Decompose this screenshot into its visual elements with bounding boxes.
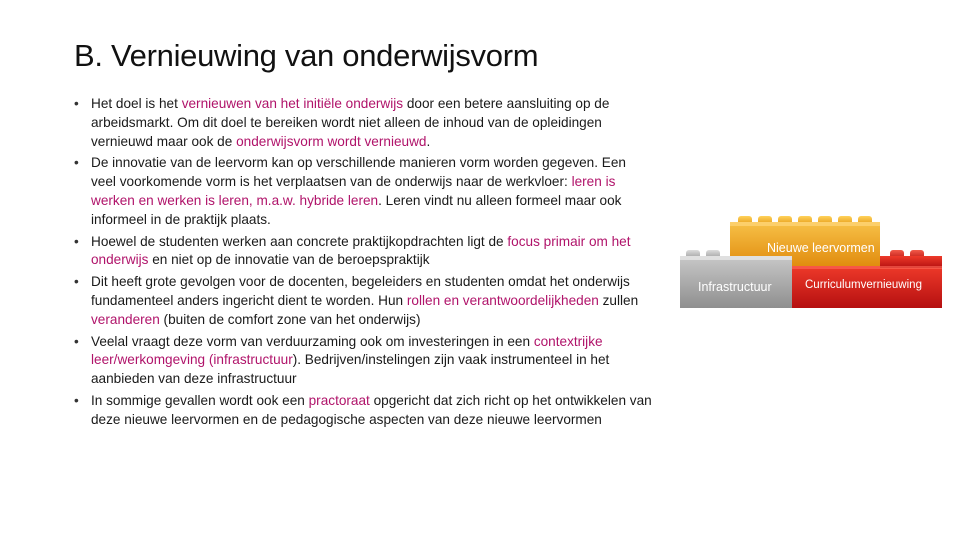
bullet-item [74, 95, 654, 151]
highlighted-text: veranderen [91, 311, 160, 327]
lego-diagram [672, 200, 948, 320]
curriculumvernieuwing-label: Curriculumvernieuwing [805, 279, 922, 291]
lego-bricks-graphic [672, 200, 948, 320]
bullet-text: Het doel is het [91, 96, 182, 111]
gray-brick [680, 250, 792, 308]
highlighted-text: contextrijke leer/werkomgeving (infrastructuur [91, 333, 603, 368]
bullet-item [74, 392, 654, 430]
bullet-text: In sommige gevallen wordt ook een [91, 392, 309, 408]
bullet-marker: • [74, 96, 79, 111]
infrastructuur-label: Infrastructuur [698, 280, 772, 294]
bullet-item [74, 154, 654, 229]
nieuwe-leervormen-label: Nieuwe leervormen [767, 241, 875, 255]
highlighted-text: focus primair om het onderwijs [91, 233, 631, 268]
highlighted-text: rollen en verantwoordelijkheden [406, 292, 599, 308]
highlighted-text: leren is werken en werken is leren, m.a.w. hybride leren [91, 174, 616, 208]
bullet-text: . [426, 133, 431, 149]
bullet-marker: • [74, 274, 79, 290]
bullet-marker: • [74, 392, 79, 408]
bullet-text: (buiten de comfort zone van het onderwijs) [159, 311, 421, 327]
bullet-item [74, 233, 654, 271]
slide-title: B. Vernieuwing van onderwijsvorm [74, 38, 539, 73]
bullet-text: Veelal vraagt deze vorm van verduurzaming ook om investeringen in een [91, 333, 534, 349]
highlighted-text: onderwijsvorm wordt vernieuwd [236, 133, 427, 149]
bullet-text: Hoewel de studenten werken aan concrete praktijkopdrachten ligt de [91, 233, 508, 249]
bullet-marker: • [74, 155, 79, 171]
bullet-text: Dit heeft grote gevolgen voor de docenten, begeleiders en studenten omdat het onderwijs fundamenteel anders ingericht dient te worden. Hun [91, 274, 630, 308]
bullet-text: en niet op de innovatie van de beroepspraktijk [148, 252, 430, 268]
highlighted-text: practoraat [308, 392, 370, 408]
bullet-text: ). Bedrijven/instelingen zijn vaak instrumenteel in het aanbieden van deze infrastructuur [91, 352, 610, 387]
bullet-text: . Leren vindt nu alleen formeel maar ook informeel in de praktijk plaats. [91, 192, 622, 227]
bullet-text: opgericht dat zich richt op het ontwikkelen van deze nieuwe leervormen en de pedagogische aspecten van deze nieuwe leervormen [91, 392, 652, 427]
highlighted-text: vernieuwen van het initiële onderwijs [181, 96, 404, 111]
bullet-list [74, 95, 654, 433]
bullet-text: zullen [598, 292, 639, 308]
bullet-item [74, 333, 654, 389]
bullet-text: De innovatie van de leervorm kan op verschillende manieren vorm worden gegeven. Een veel voorkomende vorm is het verplaatsen van de onderwijs naar de werkvloer: [91, 155, 626, 190]
bullet-text: door een betere aansluiting op de arbeidsmarkt. Om dit doel te bereiken wordt niet alleen de inhoud van de opleidingen vernieuwd maar ook de [91, 96, 610, 149]
bullet-item [74, 273, 654, 329]
bullet-marker: • [74, 333, 79, 349]
bullet-marker: • [74, 233, 79, 249]
